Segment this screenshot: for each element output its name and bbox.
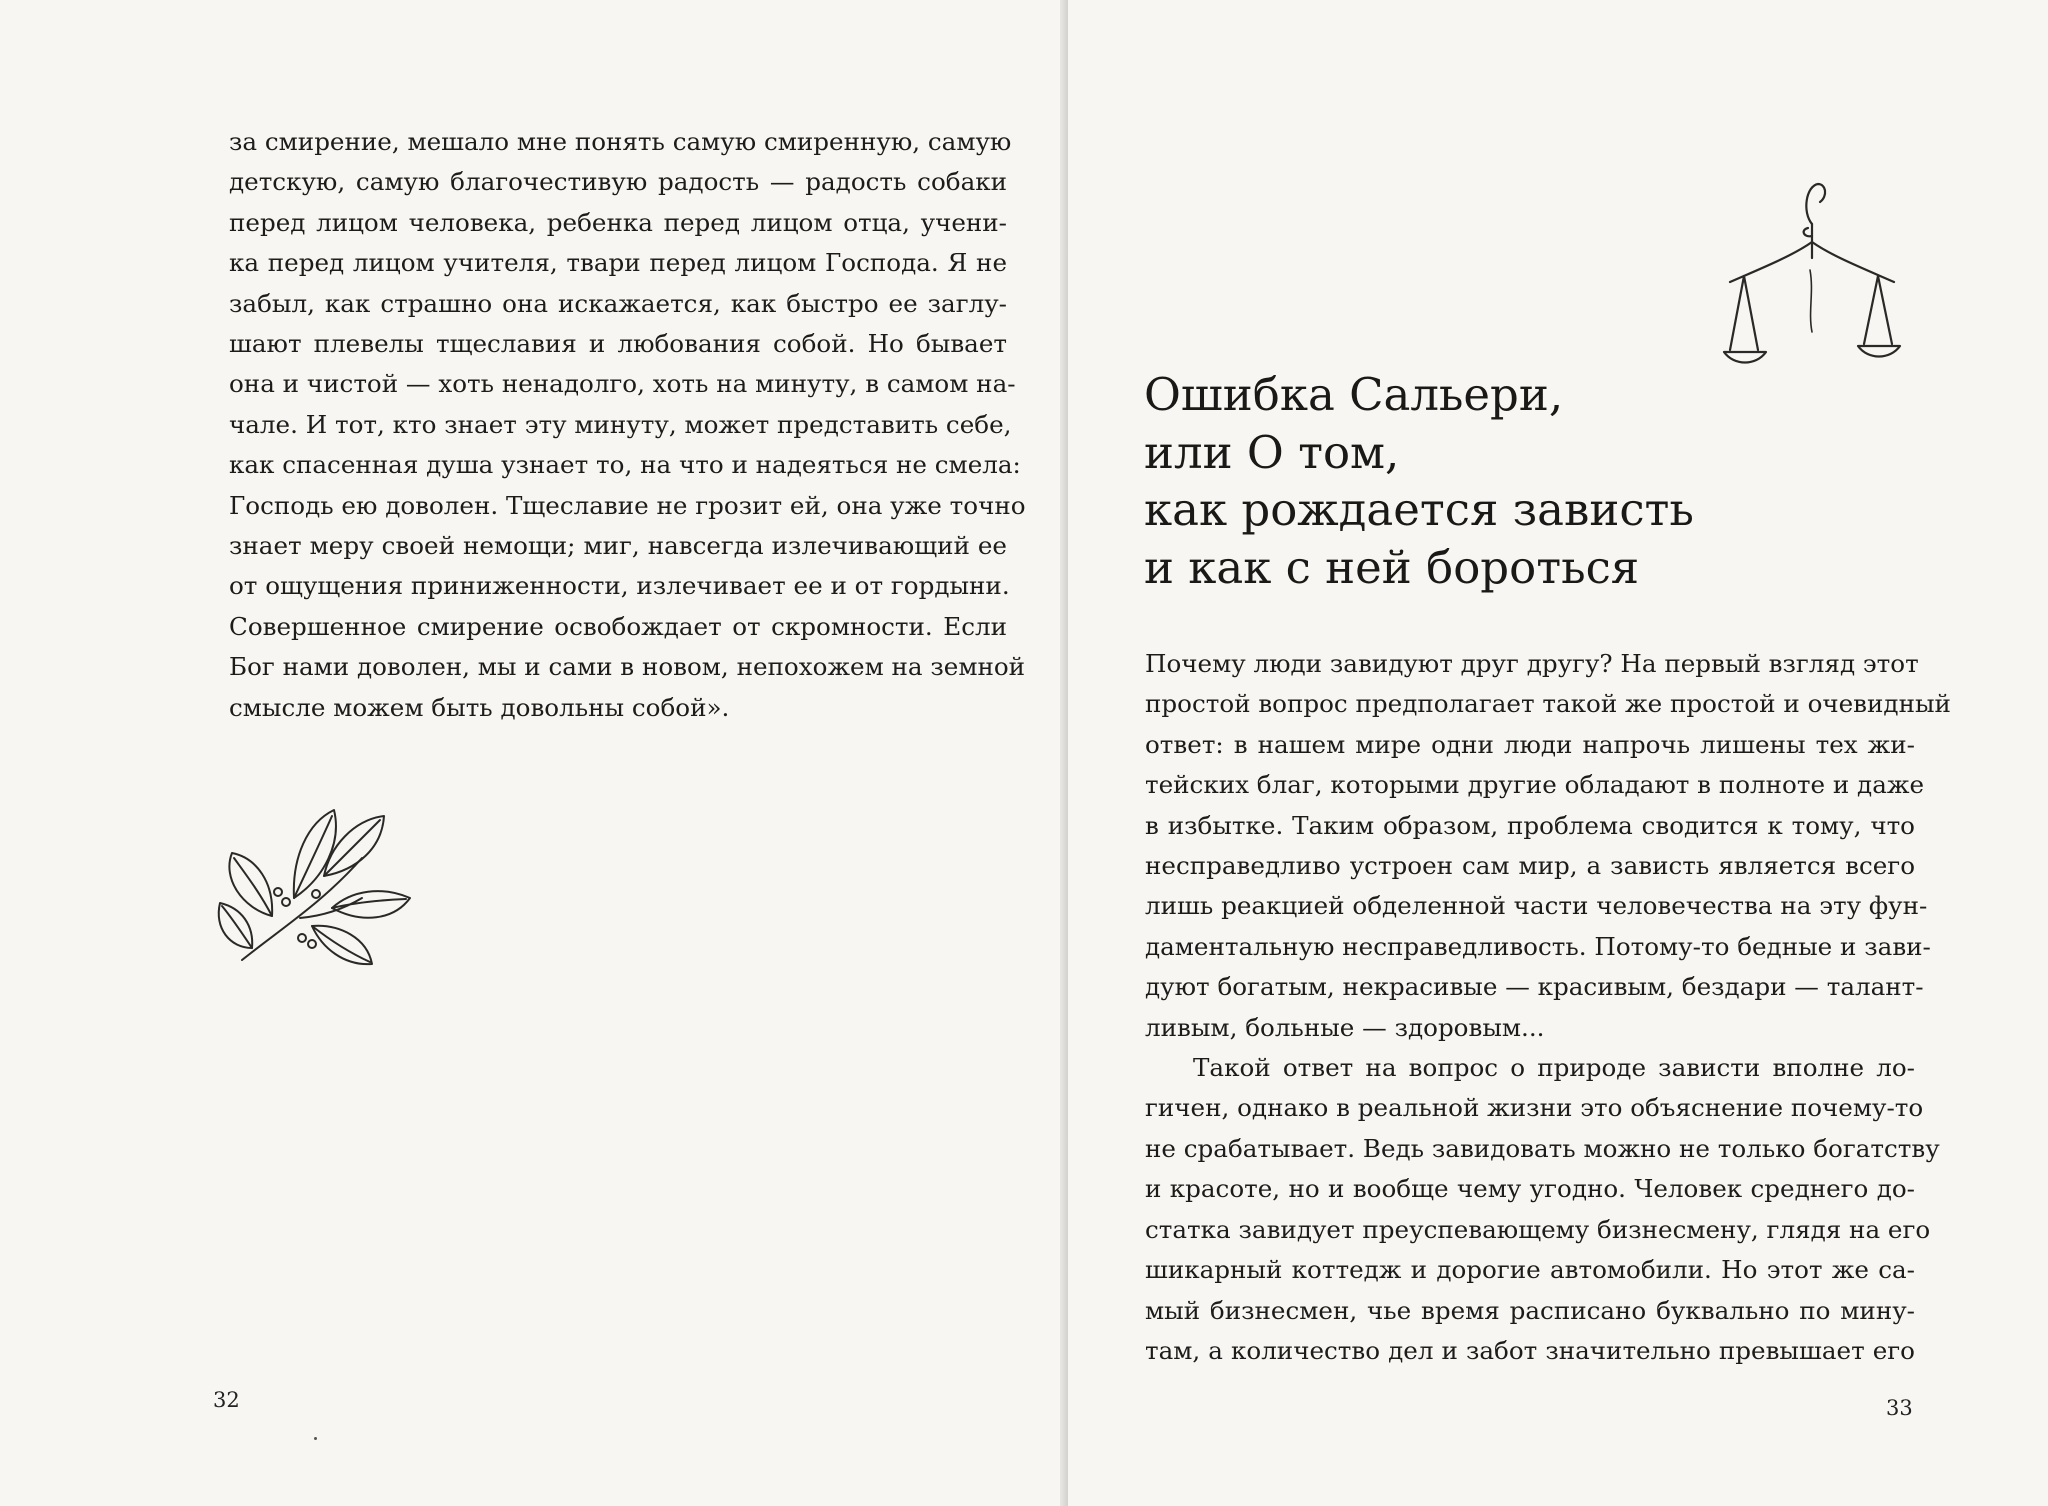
- text-line: статка завидует преуспевающему бизнесмену, глядя на его: [1145, 1214, 1931, 1244]
- text-line: дуют богатым, некрасивые — красивым, бездари — талант-: [1145, 972, 1924, 1002]
- text-line: ливым, больные — здоровым...: [1145, 1012, 1545, 1042]
- laurel-branch-icon: [212, 798, 432, 976]
- chapter-title-line: или О том,: [1144, 425, 1400, 479]
- text-line: как спасенная душа узнает то, на что и надеяться не смела:: [229, 450, 1021, 480]
- text-line: ответ: в нашем мире одни люди напрочь лишены тех жи-: [1145, 729, 1915, 759]
- text-line: лишь реакцией обделенной части человечества на эту фун-: [1145, 891, 1928, 921]
- paper-speck: [314, 1437, 317, 1440]
- text-line: детскую, самую благочестивую радость — радость собаки: [229, 167, 1007, 197]
- text-line: не срабатывает. Ведь завидовать можно не только богатству: [1145, 1133, 1940, 1163]
- chapter-title-line: Ошибка Сальери,: [1144, 368, 1564, 421]
- text-line: от ощущения приниженности, излечивает ее и от гордыни.: [229, 571, 1010, 601]
- text-line: чале. И тот, кто знает эту минуту, может представить себе,: [229, 409, 1012, 439]
- page-number: 33: [1886, 1396, 1913, 1420]
- text-line: Бог нами доволен, мы и сами в новом, непохожем на земной: [229, 652, 1026, 682]
- text-line: шикарный коттедж и дорогие автомобили. Но этот же са-: [1145, 1255, 1915, 1285]
- text-line: в избытке. Таким образом, проблема сводится к тому, что: [1145, 810, 1915, 840]
- scales-icon: [1722, 172, 1902, 434]
- text-line: и красоте, но и вообще чему угодно. Человек среднего до-: [1145, 1174, 1915, 1204]
- page-number: 32: [213, 1388, 240, 1412]
- text-line: Совершенное смирение освобождает от скромности. Если: [229, 611, 1007, 641]
- text-line: даментальную несправедливость. Потому-то бедные и зави-: [1145, 931, 1931, 961]
- text-line-content: Такой ответ на вопрос о природе зависти вполне ло-: [1193, 1053, 1915, 1083]
- text-line: тейских благ, которыми другие обладают в полноте и даже: [1145, 770, 1925, 800]
- text-line: забыл, как страшно она искажается, как быстро ее заглу-: [229, 288, 1007, 318]
- chapter-title-line: как рождается зависть: [1144, 483, 1694, 536]
- right-page-text: [1145, 644, 1951, 1371]
- chapter-title: [1144, 366, 1694, 596]
- text-line: простой вопрос предполагает такой же простой и очевидный: [1145, 689, 1951, 719]
- text-line-indented: [1145, 1048, 1915, 1088]
- text-line: мый бизнесмен, чье время расписано буквально по мину-: [1145, 1295, 1915, 1325]
- text-line: там, а количество дел и забот значительно превышает его: [1145, 1335, 1915, 1365]
- text-line: гичен, однако в реальной жизни это объяснение почему-то: [1145, 1093, 1924, 1123]
- text-line: шают плевелы тщеславия и любования собой. Но бывает: [229, 329, 1007, 359]
- text-line: за смирение, мешало мне понять самую смиренную, самую: [229, 127, 1012, 156]
- text-line: Почему люди завидуют друг другу? На первый взгляд этот: [1145, 649, 1919, 678]
- text-line: несправедливо устроен сам мир, а зависть является всего: [1145, 851, 1915, 881]
- text-line: смысле можем быть довольны собой».: [229, 692, 730, 722]
- text-line: знает меру своей немощи; миг, навсегда излечивающий ее: [229, 531, 1007, 561]
- chapter-title-line: и как с ней бороться: [1144, 540, 1640, 594]
- text-line: она и чистой — хоть ненадолго, хоть на минуту, в самом на-: [229, 369, 1016, 399]
- text-line: ка перед лицом учителя, твари перед лицом Господа. Я не: [229, 248, 1007, 278]
- text-line: Господь ею доволен. Тщеславие не грозит ей, она уже точно: [229, 490, 1026, 520]
- text-line: перед лицом человека, ребенка перед лицом отца, учени-: [229, 207, 1007, 237]
- left-page-text: [229, 122, 1026, 728]
